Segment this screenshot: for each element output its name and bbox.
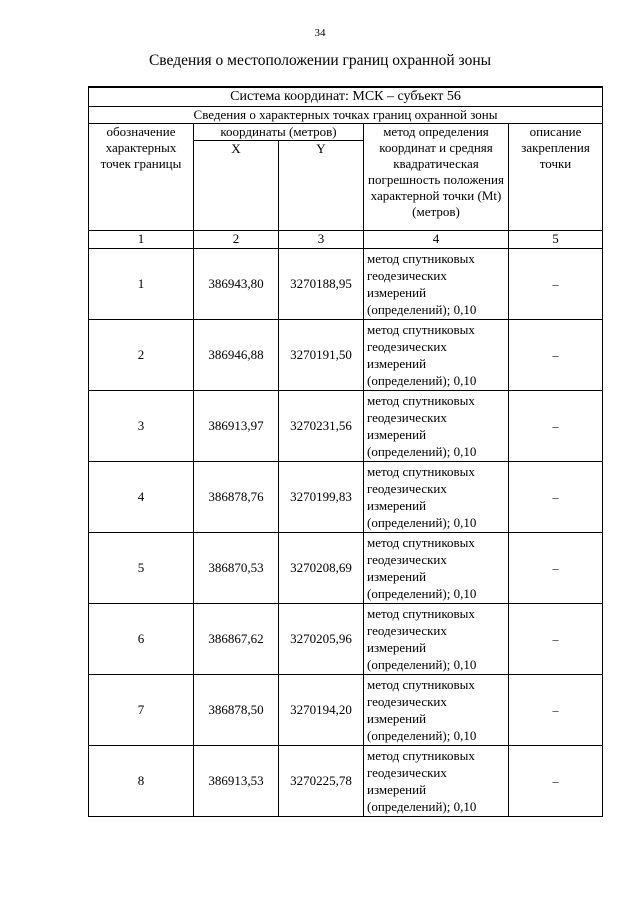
table-row	[89, 390, 603, 461]
point-number-cell: 4	[89, 461, 194, 532]
fixing-cell: –	[509, 603, 603, 674]
y-coordinate-cell: 3270191,50	[279, 319, 364, 390]
y-coordinate-cell: 3270208,69	[279, 532, 364, 603]
header-coordinates: координаты (метров)	[194, 123, 364, 140]
x-coordinate-cell: 386913,53	[194, 745, 279, 816]
fixing-cell: –	[509, 461, 603, 532]
fixing-cell: –	[509, 248, 603, 319]
x-coordinate-cell: 386913,97	[194, 390, 279, 461]
column-number: 1	[89, 230, 194, 248]
fixing-cell: –	[509, 745, 603, 816]
table-row	[89, 461, 603, 532]
method-cell: метод спутниковых геодезических измерений (определений); 0,10	[364, 745, 509, 816]
point-number-cell: 8	[89, 745, 194, 816]
y-coordinate-cell: 3270205,96	[279, 603, 364, 674]
method-cell: метод спутниковых геодезических измерений (определений); 0,10	[364, 603, 509, 674]
point-number-cell: 2	[89, 319, 194, 390]
x-coordinate-cell: 386870,53	[194, 532, 279, 603]
header-fixing: описание закрепления точки	[509, 123, 603, 230]
point-number-cell: 3	[89, 390, 194, 461]
coordinate-system-label: Система координат: МСК – субъект 56	[89, 87, 603, 106]
header-y: Y	[279, 140, 364, 230]
method-cell: метод спутниковых геодезических измерений (определений); 0,10	[364, 461, 509, 532]
section-label: Сведения о характерных точках границ охранной зоны	[89, 106, 603, 123]
y-coordinate-cell: 3270188,95	[279, 248, 364, 319]
x-coordinate-cell: 386943,80	[194, 248, 279, 319]
point-number-cell: 1	[89, 248, 194, 319]
table-row	[89, 674, 603, 745]
x-coordinate-cell: 386867,62	[194, 603, 279, 674]
column-number: 5	[509, 230, 603, 248]
header-x: X	[194, 140, 279, 230]
y-coordinate-cell: 3270194,20	[279, 674, 364, 745]
method-cell: метод спутниковых геодезических измерений (определений); 0,10	[364, 674, 509, 745]
method-cell: метод спутниковых геодезических измерений (определений); 0,10	[364, 532, 509, 603]
y-coordinate-cell: 3270199,83	[279, 461, 364, 532]
method-cell: метод спутниковых геодезических измерений (определений); 0,10	[364, 319, 509, 390]
fixing-cell: –	[509, 390, 603, 461]
method-cell: метод спутниковых геодезических измерений (определений); 0,10	[364, 390, 509, 461]
column-numbers-row	[89, 230, 603, 248]
header-method: метод определения координат и средняя квадратическая погрешность положения характерной точки (Mt) (метров)	[364, 123, 509, 230]
table-row	[89, 319, 603, 390]
y-coordinate-cell: 3270225,78	[279, 745, 364, 816]
x-coordinate-cell: 386878,50	[194, 674, 279, 745]
y-coordinate-cell: 3270231,56	[279, 390, 364, 461]
column-number: 3	[279, 230, 364, 248]
fixing-cell: –	[509, 319, 603, 390]
method-cell: метод спутниковых геодезических измерений (определений); 0,10	[364, 248, 509, 319]
table-row	[89, 745, 603, 816]
point-number-cell: 6	[89, 603, 194, 674]
point-number-cell: 5	[89, 532, 194, 603]
table-row	[89, 248, 603, 319]
fixing-cell: –	[509, 532, 603, 603]
table-row	[89, 532, 603, 603]
column-number: 4	[364, 230, 509, 248]
table-row	[89, 603, 603, 674]
boundary-points-table	[88, 86, 603, 817]
point-number-cell: 7	[89, 674, 194, 745]
header-point-designation: обозначение характерных точек границы	[89, 123, 194, 230]
x-coordinate-cell: 386878,76	[194, 461, 279, 532]
document-title: Сведения о местоположении границ охранной зоны	[148, 52, 492, 69]
page-number: 34	[314, 27, 326, 39]
x-coordinate-cell: 386946,88	[194, 319, 279, 390]
column-number: 2	[194, 230, 279, 248]
fixing-cell: –	[509, 674, 603, 745]
